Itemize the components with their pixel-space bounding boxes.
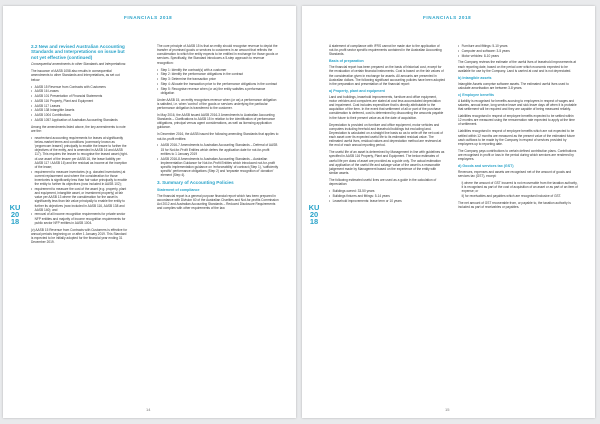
list-item: • Leasehold improvements: lease term or 10 years bbox=[329, 199, 445, 203]
ifrs-paragraph: A statement of compliance with IFRS cannot be made due to the application of not-for-profit sector specific requirements contained in the Australian Accounting Standards. bbox=[329, 44, 442, 57]
list-item: • removal of all income recognition requirements for private sector NFP entities and majority of income recognition requirements for public sector NFP entities in AASB 1004. bbox=[31, 212, 129, 224]
logo-line-1: KU bbox=[308, 203, 320, 212]
running-header-left: FINANCIALS 2018 bbox=[124, 15, 173, 20]
gst-heading: d) Goods and services tax (GST) bbox=[458, 164, 514, 169]
gst-list bbox=[458, 181, 578, 198]
employee-paragraph-2: Liabilities recognised in respect of employee benefits expected to be settled within 12 months are measured using the remuneration rate expected to apply at the time of settlement. bbox=[458, 114, 575, 127]
gst-paragraph-1: Revenues, expenses and assets are recognised net of the amount of goods and services tax (GST), except: bbox=[458, 170, 572, 179]
list-item: • Step 2: Identify the performance obligations in the contract bbox=[157, 72, 279, 76]
list-item: • requirement to measure the cost of the asset (e.g. property, plant and equipment, intangible asset, or investment property) at fair value per AASB 13 where the consideration for the asset is significantly less than fair value principally to enable the entity to further its objectives (now included in AASB 116, AASB 138 and AASB 140); and bbox=[31, 187, 129, 212]
employee-benefits-heading: c) Employee benefits bbox=[458, 93, 494, 98]
section-heading-3: 3. Summary of Accounting Policies bbox=[157, 180, 234, 186]
key-amendments-list bbox=[31, 136, 129, 225]
useful-lives-list bbox=[329, 189, 445, 203]
intangible-paragraph: Intangible Assets comprise software assets. The estimated useful lives used to calculate amortisation are between 3-8 years. bbox=[458, 81, 569, 90]
left-page bbox=[3, 6, 296, 418]
list-item: • AASB 2016-8 Amendments to Australian Accounting Standards – Australian Implementation Guidance for Not-for-Profit Entities which introduced not-for-profit specific implementation guidance on 'enforceability' of contract (Step 1), 'sufficiently specific' performance obligations (Step 2) and 'separate recognition of' donation' element (Step 4). bbox=[157, 157, 279, 178]
left-column-1 bbox=[31, 44, 129, 247]
list-item: • AASB 101 Presentation of Financial Statements bbox=[31, 94, 129, 98]
december-2016-paragraph: In December 2016, the AASB issued the following amending Standards that applies to not-for-profit entities: bbox=[157, 132, 279, 141]
ku-2018-logo bbox=[8, 204, 22, 226]
five-step-list bbox=[157, 68, 279, 95]
list-item: • Buildings fixtures and fittings: 5-14 years bbox=[329, 194, 445, 198]
list-item: • Furniture and fittings: 5-10 years bbox=[458, 44, 578, 48]
ppe-paragraph-3: The useful life of an asset is determined by Management in line with guidelines as specified in AASB 116 Property, Plant and Equipment. The below estimates of useful life per class of asset are provided as a guide only. The actual estimation and application of the useful life and salvage value of the asset is a reasonable judgement made by Management based on the experience of the entity with similar assets. bbox=[329, 150, 445, 176]
running-header-right: FINANCIALS 2018 bbox=[423, 15, 472, 20]
list-item: • AASB 16 Leases bbox=[31, 89, 129, 93]
basis-of-preparation-heading: Basis of preparation bbox=[329, 59, 364, 64]
ppe-paragraph-1: Land and buildings, leasehold improvements, furniture and office equipment, motor vehicles and computers are stated at cost less accumulated depreciation and impairment. Cost includes expenditure that is directly attributable to the acquisition of the item. In the event that settlement of all or part of the purchase consideration is deferred, cost is determined by discounting the amounts payable in the future to their present value as at the date of acquisition. bbox=[329, 94, 444, 120]
basis-paragraph: The financial report has been prepared on the basis of historical cost, except for the revaluation of certain financial instruments. Cost is based on the fair values of the consideration given in exchange for assets. All amounts are presented in Australian dollars. The following significant accounting policies have been adopted in the preparation and presentation of the financial report: bbox=[329, 65, 446, 86]
ppe-heading: a) Property, plant and equipment bbox=[329, 89, 385, 94]
gst-paragraph-2: The net amount of GST recoverable from, or payable to, the taxation authority is included as part of receivables or payables. bbox=[458, 201, 571, 210]
intangible-assets-heading: b) Intangible assets bbox=[458, 75, 492, 80]
ppe-paragraph-2: Depreciation is provided on furniture and office equipment, motor vehicles and computers including freehold and leasehold buildings but excluding land. Depreciation is calculated on a straight line basis so as to write off the net cost of each asset over its expected useful life to its estimated residual value. The estimated useful lives, residual values and depreciation method are reviewed at the end of each annual reporting period. bbox=[329, 122, 443, 148]
page-number-left: 14 bbox=[146, 407, 151, 412]
list-item: • Step 3: Determine the transaction price bbox=[157, 77, 279, 81]
list-item: • AASB 1057 Application of Australian Accounting Standards bbox=[31, 118, 129, 122]
leasehold-paragraph: The Company reviews the estimate of the useful lives of leasehold improvements at each reporting date, based on the period over which economic expected to be available for use by the Company. Land is carried at cost and is not depreciated. bbox=[458, 60, 576, 73]
section-heading-2-2: 2.2 New and revised Australian Accounting Standards and Interpretations on issue but not yet effective (continued) bbox=[31, 44, 125, 60]
statement-of-compliance-heading: Statement of compliance bbox=[157, 187, 200, 192]
key-amendments-paragraph: Among the amendments listed above, the key amendments to note are the: bbox=[31, 124, 126, 133]
list-item: • AASB 2016-7 Amendments to Australian Accounting Standards – Deferral of AASB 15 for Not-for-Profit Entities which defers the application date for not-for-profit entities to 1 January 2019 bbox=[157, 143, 279, 155]
list-item: • AASB 138 Intangible Assets bbox=[31, 108, 129, 112]
logo-line-2: 20 bbox=[309, 210, 319, 220]
list-item: ii) for receivables and payables which are recognised inclusive of GST. bbox=[461, 194, 562, 199]
list-item: • Step 1: Identify the contract(s) with a customer bbox=[157, 68, 279, 72]
useful-lives-list-cont bbox=[458, 44, 578, 58]
core-principle-paragraph: The core principle of AASB 15 is that an entity should recognise revenue to depict the transfer of promised goods or services to customers in an amount that reflects the consideration to which the entity expects to be entitled in exchange for those goods or services. Specifically, the Standard introduces a 5-step approach to revenue recognition: bbox=[157, 44, 279, 65]
logo-line-2: 20 bbox=[10, 210, 20, 220]
amending-standards-list bbox=[157, 143, 279, 177]
list-item: • Step 4: Allocate the transaction price to the performance obligations in the contract bbox=[157, 82, 279, 86]
list-item: • new/revised accounting requirements for leases at significantly below-market terms and conditions (commonly known as 'peppercorn leases') principally to enable the lessee to further the objectives of the entity, and is amended in AASB 16 and AASB 117). This requires the lessee to recognise the leased asset (right-of-use asset of the lessee per AASB 16, the lease liability per AASB 117 / AASB 16) and the residual as income at the inception of the lease; bbox=[31, 136, 129, 169]
list-item: • Computer and software: 3-5 years bbox=[458, 49, 578, 53]
intro-paragraph: The issuance of AASB 1058 also results in consequential amendments to other Standards and Interpretations, as set out below: bbox=[31, 69, 120, 82]
right-column-1 bbox=[329, 44, 445, 206]
logo-line-3: 18 bbox=[309, 217, 319, 227]
ppe-paragraph-4: The following estimated useful lives are used as a guide in the calculation of depreciation: bbox=[329, 178, 437, 187]
control-paragraph: Under AASB 15, an entity recognises revenue when (or as) a performance obligation is satisfied, i.e. when 'control' of the goods or services underlying the particular performance obligation is transferred to the customer. bbox=[157, 97, 277, 110]
employee-paragraph-3: Liabilities recognised in respect of employee benefits which are not expected to be settled within 12 months are measured as the present value of the estimated future cash outflows to be made by the Company in respect of services provided by employees up to reporting date. bbox=[458, 129, 575, 146]
list-item: • AASB 15 Revenue from Contracts with Customers bbox=[31, 85, 129, 89]
compliance-paragraph: The financial report is a general purpose financial report which has been prepared in accordance with Division 60 of the Australian Charities and Not-for-profits Commission Act 2012 and Australian Accounting Standards – Reduced Disclosure Requirements and complies with other requirements of the law. bbox=[157, 193, 279, 211]
list-item: • Step 5: Recognise revenue when (or as) the entity satisfies a performance obligation bbox=[157, 87, 279, 95]
employee-paragraph-1: A liability is recognised for benefits accruing to employees in respect of wages and salaries, annual leave, long service leave and sick leave days off when it is probable that settlement will be required and they are capable of being measured reliably. bbox=[458, 98, 577, 112]
list-item: • Motor vehicles: 8-10 years bbox=[458, 54, 578, 58]
right-column-2 bbox=[458, 44, 578, 212]
page-number-right: 15 bbox=[445, 407, 450, 412]
ku-2018-logo bbox=[307, 204, 321, 226]
list-item: • requirement to measure inventories (e.g. donated inventories) at current replacement cost where the consideration for those inventories is significantly less than fair value principally to enable the entity to further its objectives (now included in AASB 102); bbox=[31, 170, 129, 187]
list-item: • AASB 116 Property, Plant and Equipment bbox=[31, 99, 129, 103]
employee-paragraph-4: The Company pays contributions to certain defined contribution plans. Contributions are recognised in profit or loss in the period during which services are rendered by employees. bbox=[458, 148, 577, 162]
amended-standards-list bbox=[31, 85, 129, 122]
list-item: • AASB 1004 Contributions bbox=[31, 113, 129, 117]
intro-italic: Consequential amendments to other Standards and Interpretations: bbox=[31, 62, 127, 67]
right-page bbox=[302, 6, 595, 418]
left-column-2 bbox=[157, 44, 279, 213]
aasb-2016-3-paragraph: In May 2016, the AASB issued AASB 2016-3 Amendments to Australian Accounting Standards – Clarifications to AASB 15 in relation to the identification of performance obligations, principal versus agent considerations, as well as licensing application guidance. bbox=[157, 112, 276, 130]
list-item: • AASB 117 Leases bbox=[31, 104, 129, 108]
list-item: • Buildings owned: 33-50 years bbox=[329, 189, 445, 193]
logo-line-1: KU bbox=[9, 203, 21, 212]
logo-line-3: 18 bbox=[10, 217, 20, 227]
list-item: i) where the amount of GST incurred is not recoverable from the taxation authority, it is recognised as part of the cost of acquisition of an asset or as part of an item of expense; or bbox=[461, 181, 578, 194]
aasb15-paragraph: (v) AASB 15 Revenue from Contracts with Customers is effective for annual periods beginning on or after 1 January 2019. This Standard is expected to be initially adopted for the financial year ending 31 December 2019. bbox=[31, 227, 128, 245]
